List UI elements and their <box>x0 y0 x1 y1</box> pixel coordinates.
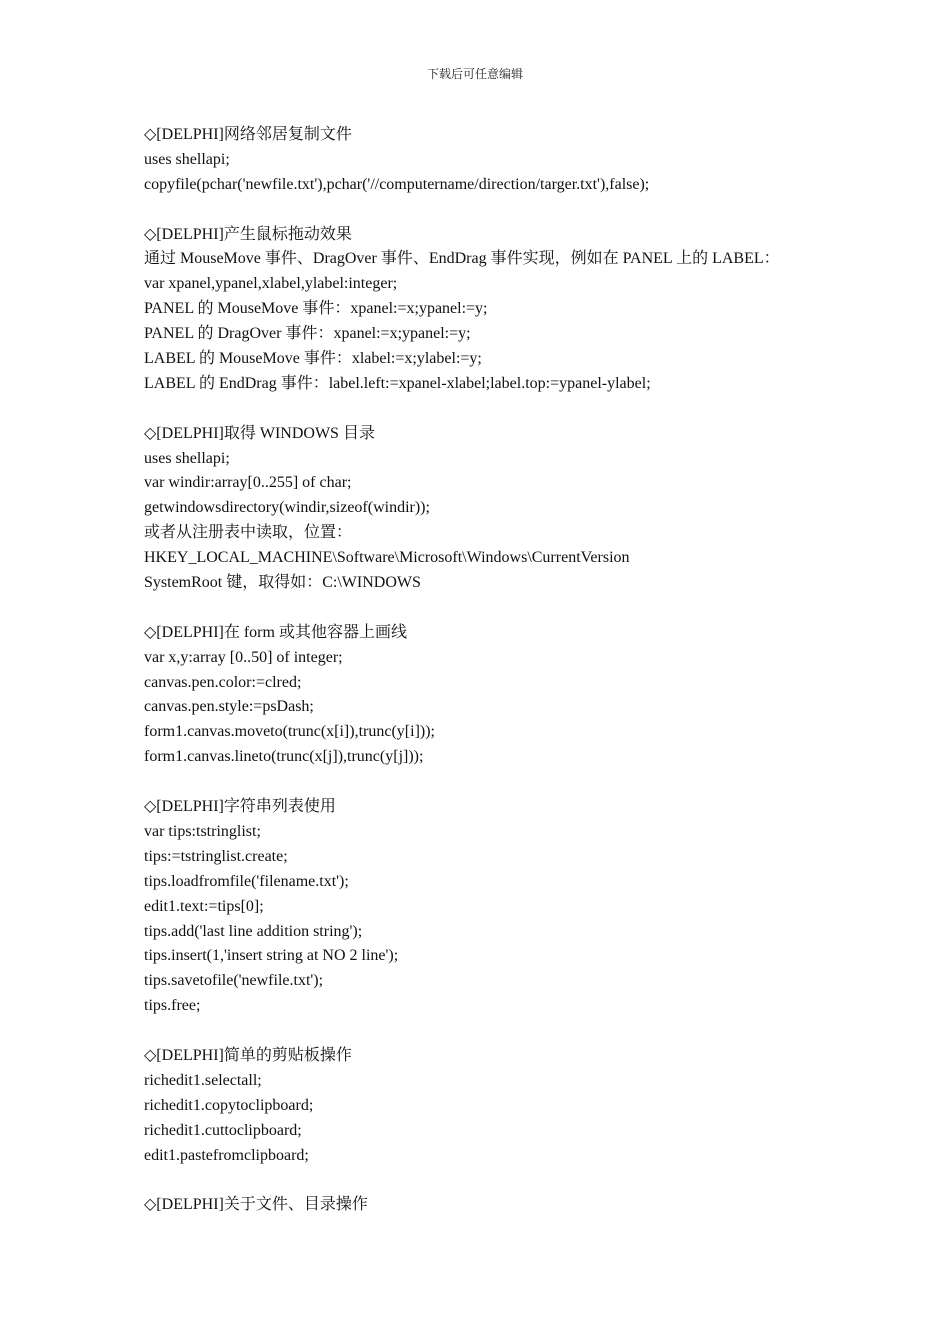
code-line: richedit1.copytoclipboard; <box>144 1096 314 1114</box>
code-line: richedit1.selectall; <box>144 1071 262 1089</box>
code-line: PANEL 的 DragOver 事件：xpanel:=x;ypanel:=y; <box>144 325 471 343</box>
code-line: canvas.pen.style:=psDash; <box>144 698 314 716</box>
section-heading: ◇[DELPHI]简单的剪贴板操作 <box>144 1046 352 1064</box>
code-line: var tips:tstringlist; <box>144 822 261 840</box>
code-line: getwindowsdirectory(windir,sizeof(windir)); <box>144 499 430 517</box>
section-heading: ◇[DELPHI]取得 WINDOWS 目录 <box>144 424 375 442</box>
section-heading: ◇[DELPHI]产生鼠标拖动效果 <box>144 225 352 243</box>
code-line: tips.insert(1,'insert string at NO 2 line'); <box>144 947 399 965</box>
code-line: LABEL 的 MouseMove 事件：xlabel:=x;ylabel:=y; <box>144 350 482 368</box>
blank-line <box>144 397 924 422</box>
text-line: SystemRoot 键，取得如：C:\WINDOWS <box>144 574 421 592</box>
text-line: 或者从注册表中读取，位置： <box>144 524 353 542</box>
code-line: edit1.text:=tips[0]; <box>144 897 264 915</box>
code-line: var x,y:array [0..50] of integer; <box>144 648 343 666</box>
code-line: tips.savetofile('newfile.txt'); <box>144 972 324 990</box>
code-line: copyfile(pchar('newfile.txt'),pchar('//computername/direction/targer.txt'),false); <box>144 175 650 193</box>
code-line: PANEL 的 MouseMove 事件：xpanel:=x;ypanel:=y; <box>144 300 488 318</box>
blank-line <box>144 198 924 223</box>
blank-line <box>144 770 924 795</box>
document-body <box>144 123 924 1218</box>
blank-line <box>144 1019 924 1044</box>
section-heading: ◇[DELPHI]网络邻居复制文件 <box>144 126 352 143</box>
code-line: uses shellapi; <box>144 449 230 467</box>
code-line: LABEL 的 EndDrag 事件：label.left:=xpanel-xlabel;label.top:=ypanel-ylabel; <box>144 374 651 392</box>
code-line: richedit1.cuttoclipboard; <box>144 1121 302 1139</box>
section-heading: ◇[DELPHI]字符串列表使用 <box>144 798 336 816</box>
code-line: var xpanel,ypanel,xlabel,ylabel:integer; <box>144 275 398 293</box>
code-line: var windir:array[0..255] of char; <box>144 474 352 492</box>
code-line: tips.add('last line addition string'); <box>144 922 363 940</box>
code-line: uses shellapi; <box>144 150 230 168</box>
blank-line <box>144 1168 924 1193</box>
section-heading: ◇[DELPHI]关于文件、目录操作 <box>144 1196 368 1214</box>
code-line: HKEY_LOCAL_MACHINE\Software\Microsoft\Windows\CurrentVersion <box>144 549 630 567</box>
code-line: tips.loadfromfile('filename.txt'); <box>144 872 349 890</box>
code-line: edit1.pastefromclipboard; <box>144 1146 309 1164</box>
blank-line <box>144 596 924 621</box>
code-line: canvas.pen.color:=clred; <box>144 673 302 691</box>
code-line: tips.free; <box>144 997 201 1015</box>
code-line: tips:=tstringlist.create; <box>144 847 288 865</box>
code-line: form1.canvas.lineto(trunc(x[j]),trunc(y[j])); <box>144 748 424 766</box>
section-heading: ◇[DELPHI]在 form 或其他容器上画线 <box>144 623 407 641</box>
code-line: form1.canvas.moveto(trunc(x[i]),trunc(y[i])); <box>144 723 435 741</box>
page-header: 下载后可任意编辑 <box>426 67 523 81</box>
text-line: 通过 MouseMove 事件、DragOver 事件、EndDrag 事件实现，例如在 PANEL 上的 LABEL： <box>144 250 780 268</box>
